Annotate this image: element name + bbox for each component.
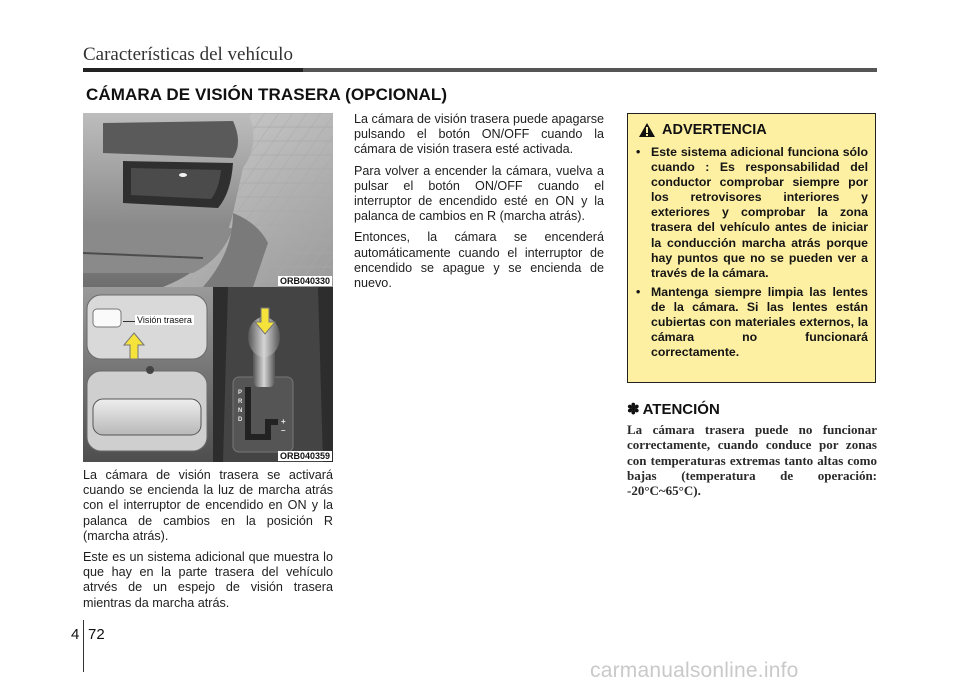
warning-list — [636, 145, 868, 364]
callout-vision-trasera: Visión trasera — [137, 315, 192, 325]
warning-item-text: Este sistema adicional funciona sólo cuando : Es responsabilidad del conductor comprobar siempre por los retrovisores interiores y exteriores y comprobar la zona trasera del vehículo antes de iniciar la conducción marcha atrás porque hay puntos que no se pueden ver a través de la cámara. — [651, 145, 868, 280]
header-rule-accent — [83, 68, 303, 72]
column2-paragraph: La cámara de visión trasera puede apagarse pulsando el botón ON/OFF cuando la cámara de visión trasera esté activada. — [354, 112, 604, 157]
attention-title: ATENCIÓN — [642, 400, 720, 418]
column2-paragraph: Para volver a encender la cámara, vuelva a pulsar el botón ON/OFF cuando el interruptor de encendido esté en ON y la palanca de cambios en R (marcha atrás). — [354, 163, 604, 224]
figure-code-bottom: ORB040359 — [279, 451, 330, 461]
gear-letter-n: N — [238, 408, 243, 414]
shift-plus: + — [281, 417, 286, 426]
warning-triangle-icon — [638, 122, 656, 138]
figure-car-rear — [83, 113, 333, 287]
arrow-up-icon — [123, 332, 145, 360]
bullet: • — [636, 284, 641, 299]
shift-minus: – — [281, 426, 286, 435]
gear-letter-d: D — [238, 417, 243, 423]
figure-code-top: ORB040330 — [279, 276, 330, 286]
warning-header — [638, 122, 767, 138]
car-rear-illustration — [83, 113, 333, 287]
asterisk-icon: ✽ — [627, 401, 640, 418]
footer-page-number: 72 — [88, 626, 105, 643]
gear-letter-r: R — [238, 399, 243, 405]
attention-text: La cámara trasera puede no funcionar correctamente, cuando conduce por zonas con temperaturas extremas tanto altas como bajas (temperatura de operación: -20°C~65°C). — [627, 422, 877, 499]
attention-heading — [627, 400, 720, 418]
column1-text — [83, 468, 333, 617]
column1-paragraph: Este es un sistema adicional que muestra lo que hay en la parte trasera del vehículo atrvés de un espejo de visión trasera mientras da marcha atrás. — [83, 550, 333, 610]
gear-letter-p: P — [238, 390, 243, 396]
footer-rule — [83, 620, 84, 672]
gear-letters — [238, 389, 242, 425]
section-title: CÁMARA DE VISIÓN TRASERA (OPCIONAL) — [86, 85, 448, 104]
shift-signs — [281, 417, 286, 435]
warning-item — [636, 285, 868, 360]
footer-chapter: 4 — [71, 626, 80, 643]
header-title: Características del vehículo — [83, 44, 293, 65]
warning-item-text: Mantenga siempre limpia las lentes de la cámara. Si las lentes están cubiertas con materiales externos, la cámara no funcionará correctamente. — [651, 284, 868, 360]
mirror-gearshift-illustration — [83, 287, 333, 462]
watermark: carmanualsonline.info — [590, 659, 799, 682]
warning-title: ADVERTENCIA — [662, 122, 767, 138]
column1-paragraph: La cámara de visión trasera se activará cuando se encienda la luz de marcha atrás con el interruptor de encendido en ON y la palanca de cambios en la posición R (marcha atrás). — [83, 468, 333, 543]
figure-mirror-gearshift — [83, 287, 333, 462]
warning-item — [636, 145, 868, 281]
callout-leader — [123, 321, 135, 322]
arrow-down-icon — [254, 307, 276, 335]
bullet: • — [636, 145, 641, 159]
column2-paragraph: Entonces, la cámara se encenderá automáticamente cuando el interruptor de encendido se apague y se encienda de nuevo. — [354, 230, 604, 291]
column2-text — [354, 112, 604, 297]
warning-box — [627, 113, 876, 383]
